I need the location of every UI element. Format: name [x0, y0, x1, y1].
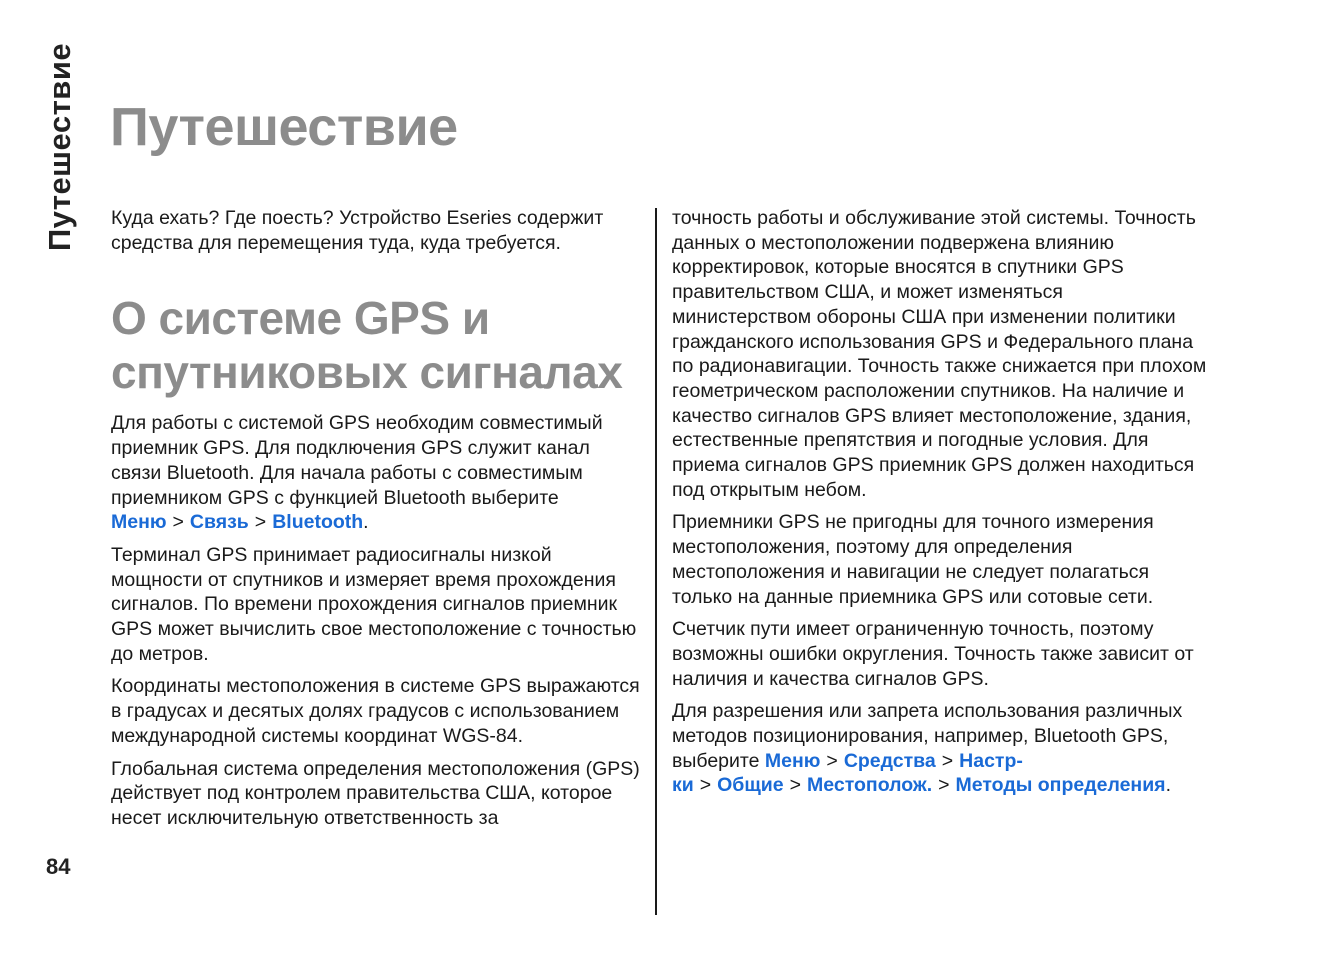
- section-title: О системе GPS и спутниковых сигналах: [111, 292, 623, 399]
- page-number: 84: [46, 854, 71, 879]
- gps-government-paragraph: Глобальная система определения местоположения (GPS) действует под контролем правительства США, которое несет исключительную ответственность за: [111, 757, 640, 829]
- path-separator: >: [941, 749, 954, 772]
- menu-path-bluetooth[interactable]: Bluetooth: [272, 511, 364, 534]
- column-divider: [655, 208, 657, 915]
- left-column: [111, 206, 641, 839]
- sentence-end: .: [1165, 774, 1171, 797]
- menu-path-menu[interactable]: Меню: [764, 749, 821, 772]
- path-separator: >: [826, 749, 838, 772]
- menu-path-menu[interactable]: Меню: [111, 511, 167, 534]
- gps-receivers-paragraph: Приемники GPS не пригодны для точного измерения местоположения, поэтому для определения местоположения и навигации не следует полагаться только на данные приемника GPS или сотовые сети.: [672, 511, 1154, 608]
- right-column: [672, 206, 1207, 806]
- chapter-title: Путешествие: [110, 97, 458, 157]
- menu-path-positioning[interactable]: Местополож.: [807, 774, 933, 797]
- menu-path-settings[interactable]: Настр-ки: [672, 749, 1023, 797]
- path-separator: >: [938, 774, 950, 797]
- path-separator: >: [172, 511, 184, 534]
- menu-path-connectivity[interactable]: Связь: [189, 511, 249, 534]
- gps-bluetooth-paragraph: [111, 411, 641, 535]
- gps-bluetooth-text: Для работы с системой GPS необходим совместимый приемник GPS. Для подключения GPS служит канал связи Bluetooth. Для начала работы с совместимым приемником GPS с функцией Bluetooth выберите: [111, 412, 603, 509]
- positioning-methods-paragraph: [672, 699, 1207, 798]
- menu-path-general[interactable]: Общие: [717, 774, 784, 797]
- path-separator: >: [699, 774, 712, 797]
- positioning-methods-text: Для разрешения или запрета использования различных методов позиционирования, например, Bluetooth GPS, выберите: [672, 700, 1183, 772]
- sentence-end: .: [363, 511, 369, 534]
- gps-coordinates-paragraph: Координаты местоположения в системе GPS выражаются в градусах и десятых долях градусов с использованием международной системы координат WGS-84.: [111, 675, 640, 747]
- side-section-label: [40, 36, 80, 258]
- trip-meter-paragraph: Счетчик пути имеет ограниченную точность, поэтому возможны ошибки округления. Точность также зависит от наличия и качества сигналов GPS.: [672, 618, 1194, 690]
- path-separator: >: [254, 511, 267, 534]
- gps-signal-paragraph: Терминал GPS принимает радиосигналы низкой мощности от спутников и измеряет время прохождения сигналов. По времени прохождения сигналов приемник GPS может вычислить свое местоположение с точностью до метров.: [111, 543, 637, 665]
- menu-path-positioning-methods[interactable]: Методы определения: [955, 774, 1166, 797]
- gps-accuracy-paragraph: точность работы и обслуживание этой системы. Точность данных о местоположении подвержена влиянию корректировок, которые вносятся в спутники GPS правительством США, и может изменяться министерством обороны США при изменении политики гражданского использования GPS и Федерального плана по радионавигации. Точность также снижается при плохом геометрическом расположении спутников. На наличие и качество сигналов GPS влияет местоположение, здания, естественные препятствия и погодные условия. Для приема сигналов GPS приемник GPS должен находиться под открытым небом.: [672, 207, 1207, 501]
- side-section-label-text: Путешествие: [42, 42, 77, 252]
- path-separator: >: [789, 774, 802, 797]
- menu-path-tools[interactable]: Средства: [843, 749, 936, 772]
- intro-paragraph: Куда ехать? Где поесть? Устройство Eseries содержит средства для перемещения туда, куда требуется.: [111, 207, 604, 254]
